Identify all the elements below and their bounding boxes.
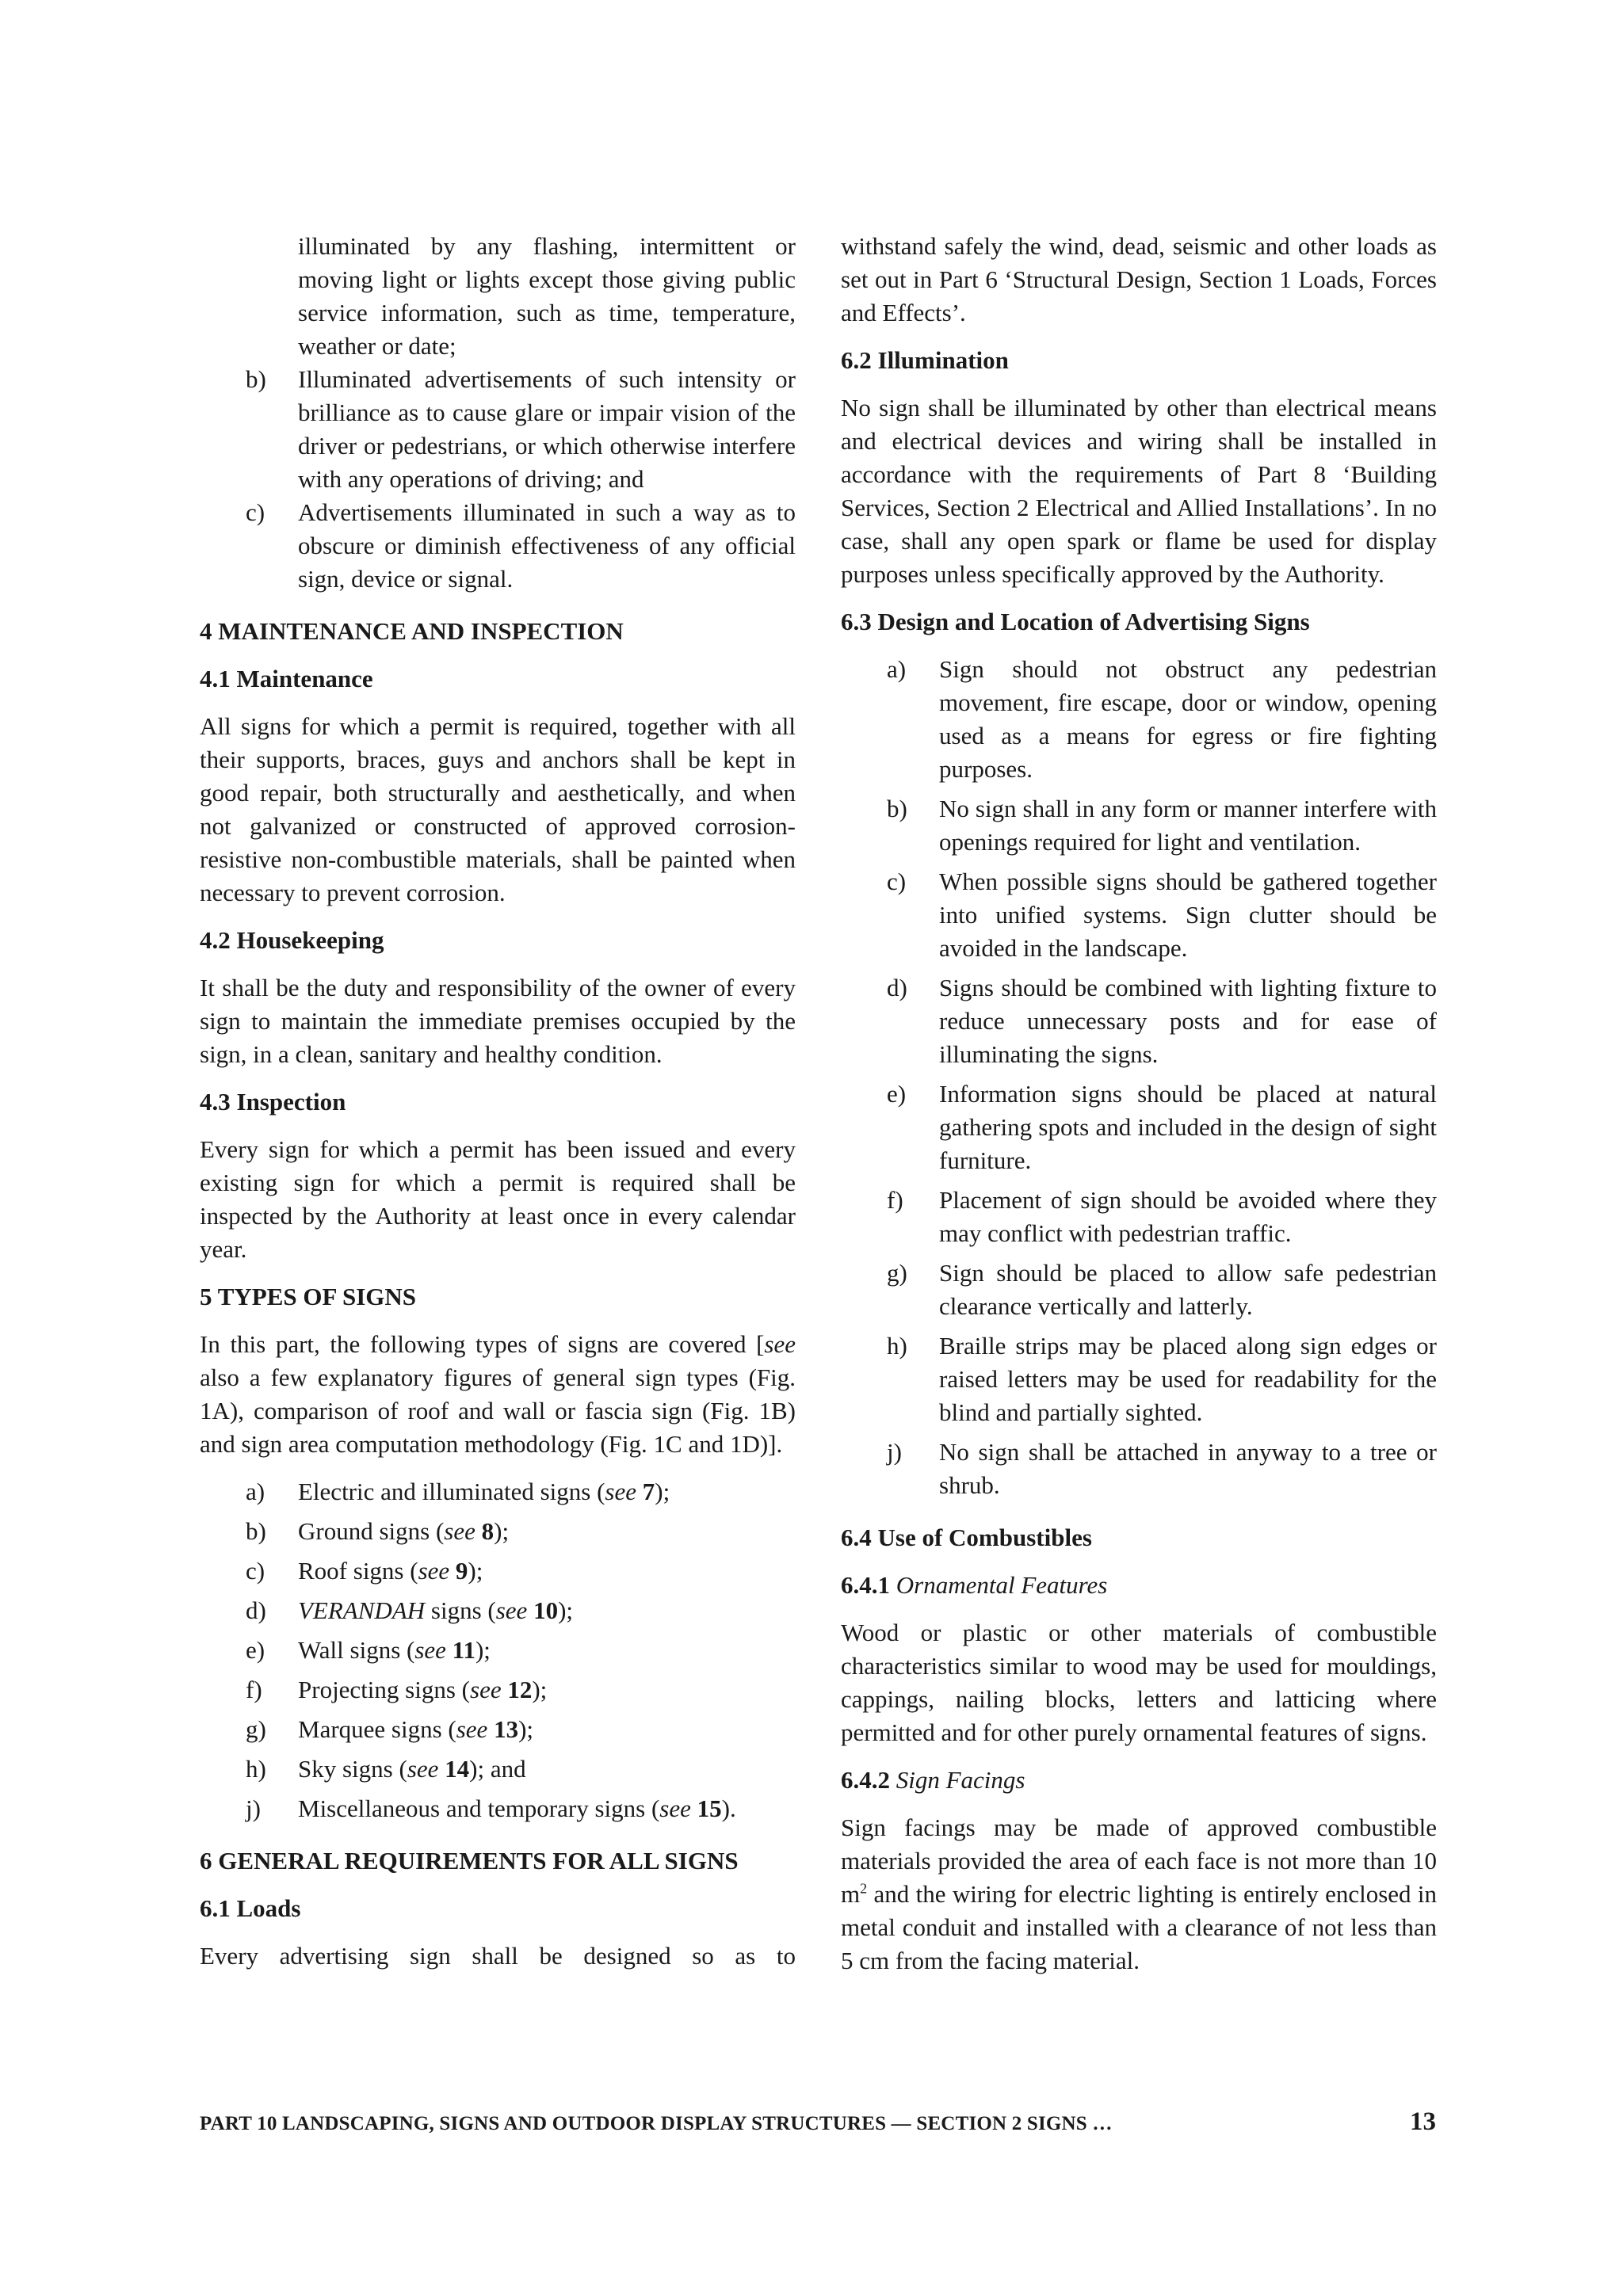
subsection-heading-4-3: 4.3 Inspection: [200, 1088, 346, 1116]
list-item: c) Roof signs (see 9);: [246, 1557, 483, 1585]
list-item-text: Advertisements illuminated in such a way as to obscure or diminish effectiveness of any official sign, device or signal.: [298, 498, 796, 593]
paragraph-6-1-start: Every advertising sign shall be designed so as to: [200, 1942, 796, 1970]
page-footer: [200, 2107, 1436, 2137]
subsection-heading-6-3: 6.3 Design and Location of Advertising Signs: [841, 608, 1310, 635]
design-location-list: [841, 653, 1437, 1502]
subsection-heading-6-2: 6.2 Illumination: [841, 346, 1009, 374]
paragraph-6-4-1: Wood or plastic or other materials of combustible characteristics similar to wood may be used for mouldings, cappings, nailing blocks, letters and latticing where permitted and for other purely ornamental features of signs.: [841, 1619, 1437, 1746]
list-item: h) Braille strips may be placed along sign edges or raised letters may be used for readability for the blind and partially sighted.: [887, 1332, 1437, 1426]
list-marker: b): [246, 365, 266, 393]
running-footer-text: PART 10 LANDSCAPING, SIGNS AND OUTDOOR DISPLAY STRUCTURES — SECTION 2 SIGNS …: [200, 2113, 1113, 2134]
list-item-text: Illuminated advertisements of such intensity or brilliance as to cause glare or impair vision of the driver or pedestrians, or which otherwise interfere with any operations of driving; and: [298, 365, 796, 493]
list-item: e) Wall signs (see 11);: [246, 1636, 491, 1664]
list-item: d) VERANDAH signs (see 10);: [246, 1596, 573, 1624]
list-item: j) No sign shall be attached in anyway to a tree or shrub.: [887, 1438, 1437, 1499]
paragraph-6-4-2: Sign facings may be made of approved combustible materials provided the area of each face is not more than 10 $m^2$ and the wiring for electric lighting is entirely enclosed in metal conduit and installed with a clearance of not less than 5 cm from the facing material.: [841, 1814, 1437, 1974]
list-item: c) When possible signs should be gathered together into unified systems. Sign clutter should be avoided in the landscape.: [887, 868, 1437, 962]
list-item: [200, 496, 796, 596]
list-item: f) Placement of sign should be avoided where they may conflict with pedestrian traffic.: [887, 1186, 1437, 1247]
list-marker: c): [246, 498, 265, 526]
section-heading-5: 5 TYPES OF SIGNS: [200, 1283, 417, 1310]
list-item: j) Miscellaneous and temporary signs (see 15).: [246, 1794, 736, 1822]
list-item: g) Marquee signs (see 13);: [246, 1715, 534, 1743]
section-heading-6: 6 GENERAL REQUIREMENTS FOR ALL SIGNS: [200, 1847, 739, 1875]
paragraph-4-2: It shall be the duty and responsibility of the owner of every sign to maintain the immediate premises occupied by the sign, in a clean, sanitary and healthy condition.: [200, 974, 796, 1068]
paragraph-4-3: Every sign for which a permit has been issued and every existing sign for which a permit is required shall be inspected by the Authority at least once in every calendar year.: [200, 1135, 796, 1263]
clause-heading-6-4-1: 6.4.1 Ornamental Features: [841, 1571, 1108, 1599]
paragraph-6-2: No sign shall be illuminated by other than electrical means and electrical devices and wiring shall be installed in accordance with the requirements of Part 8 ‘Building Services, Section 2 Electrical and Allied Installations’. In no case, shall any open spark or flame be used for display purposes unless specifically approved by the Authority.: [841, 394, 1437, 588]
paragraph-5: In this part, the following types of signs are covered [see also a few explanatory figures of general sign types (Fig. 1A), comparison of roof and wall or fascia sign (Fig. 1B) and sign area computation methodology (Fig. 1C and 1D)].: [200, 1330, 796, 1458]
sign-types-list: [200, 1475, 796, 1825]
right-column: [841, 230, 1437, 1978]
subsection-heading-4-1: 4.1 Maintenance: [200, 665, 373, 692]
list-item: f) Projecting signs (see 12);: [246, 1676, 548, 1703]
left-column: [200, 230, 796, 1973]
section-heading-4: 4 MAINTENANCE AND INSPECTION: [200, 617, 624, 645]
clause-heading-6-4-2: 6.4.2 Sign Facings: [841, 1766, 1025, 1794]
list-item: g) Sign should be placed to allow safe pedestrian clearance vertically and latterly.: [887, 1259, 1437, 1320]
subsection-heading-4-2: 4.2 Housekeeping: [200, 926, 384, 954]
list-item: b) No sign shall in any form or manner interfere with openings required for light and ventilation.: [887, 795, 1437, 856]
list-item: d) Signs should be combined with lighting fixture to reduce unnecessary posts and for ease of illuminating the signs.: [887, 974, 1437, 1068]
list-item: a) Electric and illuminated signs (see 7);: [246, 1478, 670, 1505]
subsection-heading-6-1: 6.1 Loads: [200, 1894, 301, 1922]
paragraph-4-1: All signs for which a permit is required, together with all their supports, braces, guys and anchors shall be kept in good repair, both structurally and aesthetically, and when not galvanized or constructed of approved corrosion-resistive non-combustible materials, shall be painted when necessary to prevent corrosion.: [200, 712, 796, 906]
page-number: 13: [1410, 2107, 1436, 2136]
list-item: e) Information signs should be placed at natural gathering spots and included in the design of sight furniture.: [887, 1080, 1437, 1174]
list-item-continuation: illuminated by any flashing, intermittent or moving light or lights except those giving public service information, such as time, temperature, weather or date;: [298, 232, 796, 360]
list-item: [200, 363, 796, 496]
list-item: a) Sign should not obstruct any pedestrian movement, fire escape, door or window, opening used as a means for egress or fire fighting purposes.: [887, 655, 1437, 783]
list-item: h) Sky signs (see 14); and: [246, 1755, 526, 1783]
subsection-heading-6-4: 6.4 Use of Combustibles: [841, 1524, 1092, 1551]
paragraph-6-1-continued: withstand safely the wind, dead, seismic and other loads as set out in Part 6 ‘Structural Design, Section 1 Loads, Forces and Effects’.: [841, 232, 1437, 326]
list-item: b) Ground signs (see 8);: [246, 1517, 510, 1545]
